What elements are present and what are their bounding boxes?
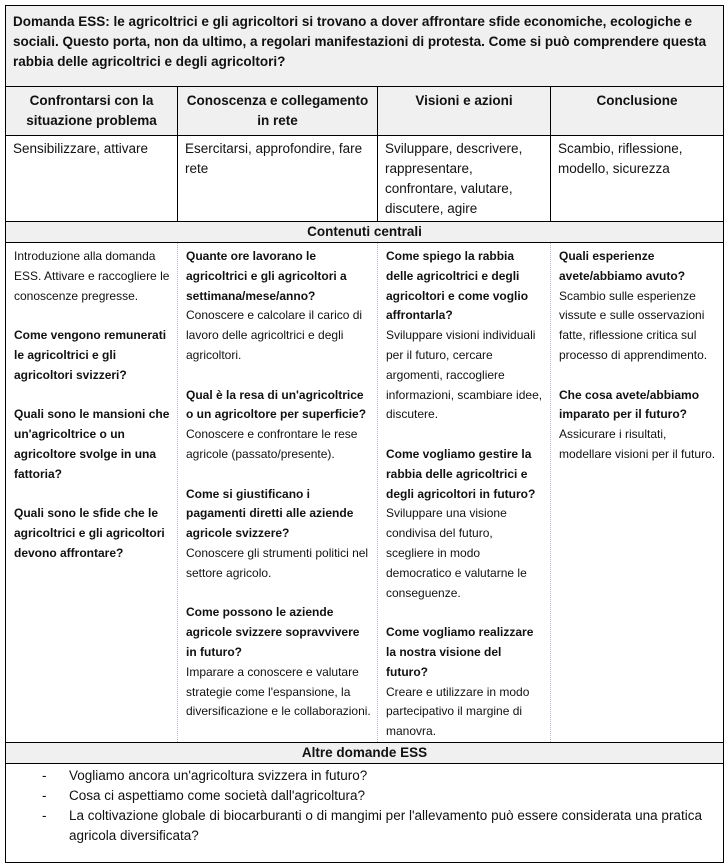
phase-verbs-row (6, 136, 724, 222)
content-block (386, 445, 544, 603)
guiding-question: Come possono le aziende agricole svizzere sopravvivere in futuro? (186, 605, 360, 659)
content-block (386, 247, 544, 425)
content-description: Introduzione alla domanda ESS. Attivare e raccogliere le conoscenze pregresse. (14, 249, 170, 303)
content-description: Creare e utilizzare in modo partecipativo il margine di manovra. (386, 684, 530, 739)
content-description: Imparare a conoscere e valutare strategie come l'espansione, la diversificazione e le collaborazioni. (186, 664, 371, 719)
guiding-question: Quante ore lavorano le agricoltrici e gli agricoltori a settimana/mese/anno? (186, 249, 347, 303)
content-description: Sviluppare visioni individuali per il futuro, cercare argomenti, raccogliere informazioni, scambiare idee, discutere. (386, 328, 543, 422)
guiding-question: Qual è la resa di un'agricoltrice o un agricoltore per superficie? (186, 387, 367, 422)
content-description: Assicurare i risultati, modellare visioni per il futuro. (559, 427, 716, 461)
guiding-question: Come spiego la rabbia delle agricoltrici e degli agricoltori e come voglio affrontarla? (386, 249, 529, 323)
other-question-item (14, 766, 715, 786)
question-row (6, 6, 724, 87)
other-questions-heading: Altre domande ESS (6, 742, 724, 763)
guiding-question: Come si giustificano i pagamenti diretti alle aziende agricole svizzere? (186, 486, 354, 541)
content-block (559, 247, 717, 366)
content-block (386, 623, 544, 742)
other-question-text: Vogliamo ancora un'agricoltura svizzera in futuro? (69, 767, 368, 783)
phase-title: Visioni e azioni (378, 87, 551, 136)
content-description: Conoscere e confrontare le rese agricole (passato/presente). (186, 427, 358, 461)
guiding-question: Come vengono remunerati le agricoltrici e gli agricoltori svizzeri? (14, 328, 167, 382)
content-block (186, 386, 371, 465)
content-block (14, 405, 171, 484)
phase-verbs: Sensibilizzare, attivare (6, 136, 178, 222)
content-column (378, 243, 551, 743)
content-block (14, 326, 171, 385)
guiding-question: Come vogliamo realizzare la nostra visione del futuro? (386, 625, 534, 679)
content-block (186, 485, 371, 584)
central-contents-heading: Contenuti centrali (6, 222, 724, 243)
phase-title: Conclusione (551, 87, 724, 136)
content-column (551, 243, 724, 743)
content-column (6, 243, 178, 743)
content-block (14, 247, 171, 306)
central-contents-row (6, 243, 724, 743)
other-question-text: Cosa ci aspettiamo come società dall'agricoltura? (69, 787, 365, 803)
content-block (559, 386, 717, 465)
guiding-question: Quali sono le sfide che le agricoltrici e gli agricoltori devono affrontare? (14, 506, 165, 560)
other-questions-header-row (6, 742, 724, 763)
dash-bullet: - (42, 787, 47, 803)
dash-bullet: - (42, 767, 47, 783)
ess-question-label: Domanda ESS: (13, 14, 110, 29)
lesson-table (5, 5, 724, 863)
phase-header-row (6, 87, 724, 136)
dash-bullet: - (42, 807, 47, 823)
content-description: Sviluppare una visione condivisa del futuro, scegliere in modo democratico e valutarne le conseguenze. (386, 506, 527, 600)
ess-planning-table (5, 5, 723, 863)
content-block (186, 247, 371, 366)
other-questions-list (6, 763, 724, 862)
phase-verbs: Sviluppare, descrivere, rappresentare, confrontare, valutare, discutere, agire (378, 136, 551, 222)
content-description: Conoscere e calcolare il carico di lavoro delle agricoltrici e degli agricoltori. (186, 308, 363, 362)
phase-title: Confrontarsi con la situazione problema (6, 87, 178, 136)
content-description: Conoscere gli strumenti politici nel settore agricolo. (186, 545, 369, 580)
content-block (186, 603, 371, 722)
guiding-question: Quali esperienze avete/abbiamo avuto? (559, 249, 686, 283)
other-question-text: La coltivazione globale di biocarburanti o di mangimi per l'allevamento può essere considerata una pratica agricola diversificata? (69, 807, 702, 843)
ess-question (6, 6, 724, 87)
guiding-question: Quali sono le mansioni che un'agricoltrice o un agricoltore svolge in una fattoria? (14, 407, 170, 481)
phase-title: Conoscenza e collegamento in rete (178, 87, 378, 136)
other-question-item (14, 786, 715, 806)
guiding-question: Che cosa avete/abbiamo imparato per il futuro? (559, 387, 700, 422)
content-description: Scambio sulle esperienze vissute e sulle osservazioni fatte, riflessione critica sul processo di apprendimento. (559, 288, 708, 362)
guiding-question: Come vogliamo gestire la rabbia delle agricoltrici e degli agricoltori in futuro? (386, 446, 536, 501)
phase-verbs: Esercitarsi, approfondire, fare rete (178, 136, 378, 222)
other-question-item (14, 806, 715, 846)
content-column (178, 243, 378, 743)
ess-question-text: le agricoltrici e gli agricoltori si trovano a dover affrontare sfide economiche, ecologiche e sociali. Questo porta, non da ultimo, a regolari manifestazioni di protesta. Come si può comprendere questa rabbia delle agricoltrici e degli agricoltori? (13, 14, 707, 69)
other-questions-row (6, 763, 724, 862)
central-contents-header-row (6, 222, 724, 243)
phase-verbs: Scambio, riflessione, modello, sicurezza (551, 136, 724, 222)
content-block (14, 504, 171, 563)
